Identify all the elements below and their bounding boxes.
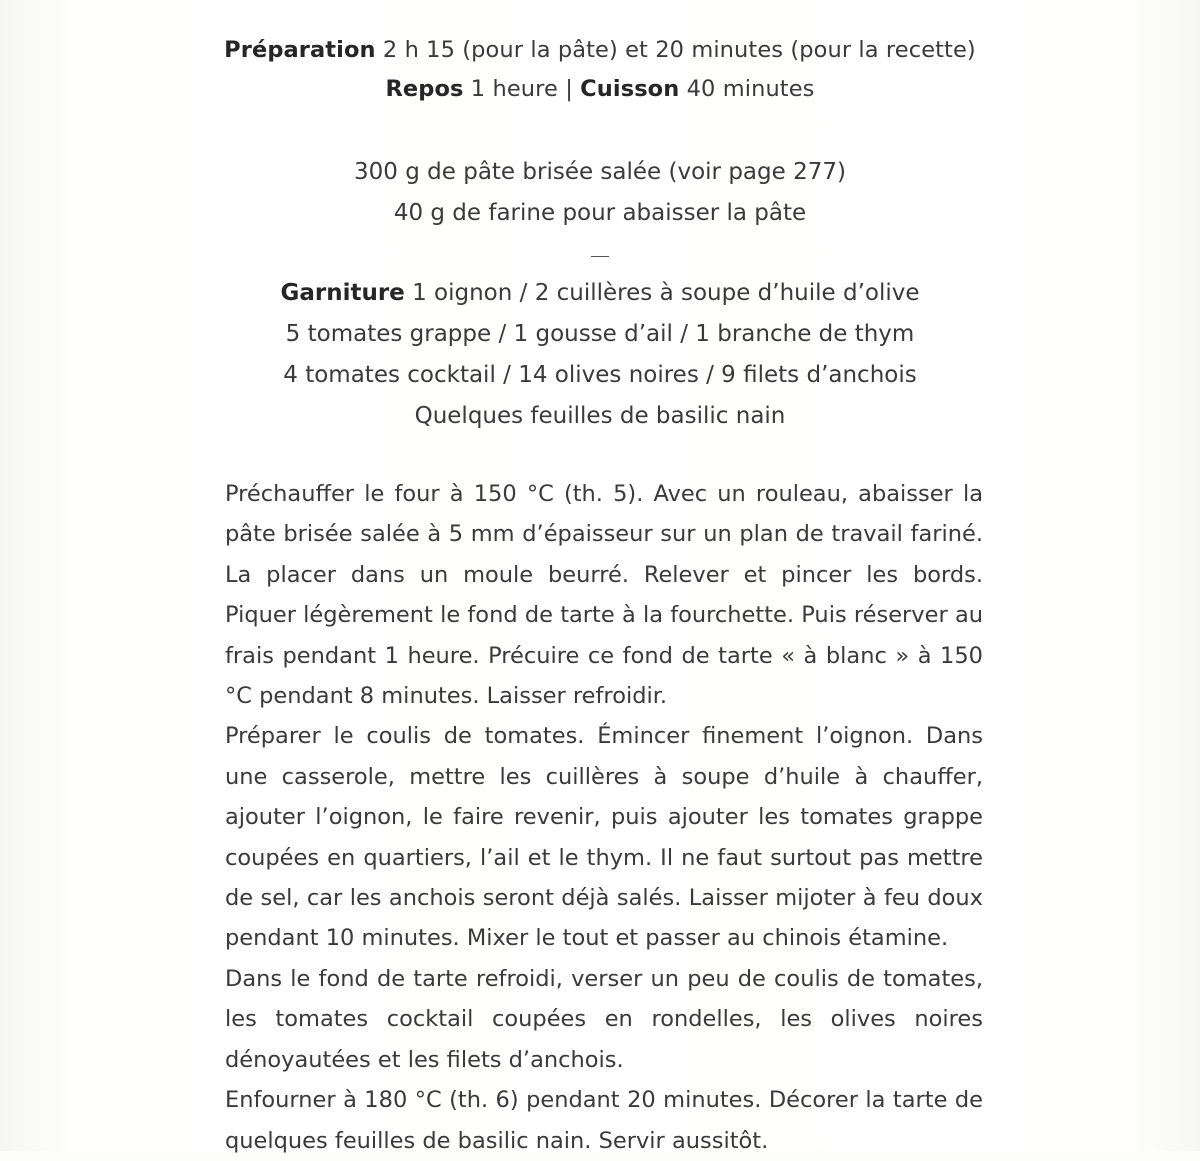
preparation-value: 2 h 15 (pour la pâte) et 20 minutes (pour la recette) — [382, 37, 976, 63]
meta-separator: | — [565, 76, 573, 102]
cooking-value: 40 minutes — [686, 76, 815, 102]
rest-cooking-line — [0, 69, 1200, 109]
rest-value: 1 heure — [470, 76, 558, 102]
method-paragraph: Enfourner à 180 °C (th. 6) pendant 20 minutes. Décorer la tarte de quelques feuilles de basilic nain. Servir aussitôt. — [225, 1087, 983, 1154]
preparation-label: Préparation — [224, 37, 376, 63]
garnish-line: Quelques feuilles de basilic nain — [414, 403, 786, 429]
garnish-text: 1 oignon / 2 cuillères à soupe d’huile d’olive — [412, 280, 920, 306]
rest-label: Repos — [385, 76, 464, 102]
preparation-line — [0, 30, 1200, 70]
method-paragraph: Dans le fond de tarte refroidi, verser un peu de coulis de tomates, les tomates cocktail coupées en rondelles, les olives noires dénoyautées et les filets d’anchois. — [225, 965, 983, 1073]
pastry-ingredient: 300 g de pâte brisée salée (voir page 277) — [354, 159, 846, 185]
garnish-line — [0, 273, 1200, 313]
cooking-label: Cuisson — [580, 76, 680, 102]
garnish-line: 4 tomates cocktail / 14 olives noires / 9 filets d’anchois — [283, 362, 917, 388]
pastry-ingredient: 40 g de farine pour abaisser la pâte — [393, 200, 807, 226]
garnish-label: Garniture — [280, 280, 405, 306]
method-paragraph: Préparer le coulis de tomates. Émincer finement l’oignon. Dans une casserole, mettre les cuillères à soupe d’huile à chauffer, ajouter l’oignon, le faire revenir, puis ajouter les tomates grappe coupées en quartiers, l’ail et le thym. Il ne faut surtout pas mettre de sel, car les anchois seront déjà salés. Laisser mijoter à feu doux pendant 10 minutes. Mixer le tout et passer au chinois étamine. — [225, 723, 983, 952]
method-paragraph: Préchauffer le four à 150 °C (th. 5). Avec un rouleau, abaisser la pâte brisée salée à 5 mm d’épaisseur sur un plan de travail fariné. La placer dans un moule beurré. Relever et pincer les bords. Piquer légèrement le fond de tarte à la fourchette. Puis réserver au frais pendant 1 heure. Précuire ce fond de tarte « à blanc » à 150 °C pendant 8 minutes. Laisser refroidir. — [225, 481, 983, 710]
garnish-line: 5 tomates grappe / 1 gousse d’ail / 1 branche de thym — [285, 321, 915, 347]
method-text — [225, 474, 983, 1161]
section-divider — [591, 256, 609, 257]
